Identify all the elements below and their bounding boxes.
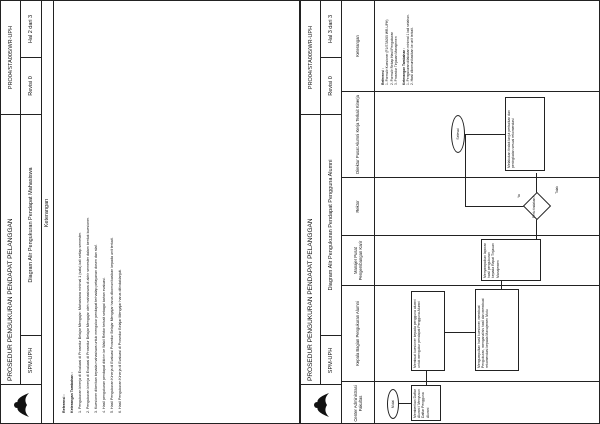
process-box: Memberikan Daftar Alumni / Menyusun Daftar Pengguna Alumni bbox=[411, 385, 441, 421]
lane-header: Center Administrasi Fakultas bbox=[341, 382, 375, 424]
lane-kepala-bagian bbox=[341, 285, 600, 381]
connector-line bbox=[426, 371, 427, 385]
process-box: Melakukan tindak lanjut perbaikan dan peningkatan sesuai rekomendasi bbox=[505, 97, 545, 171]
note-item: 3. Kuesioner diberikan kepada mahasiswa untuk mengukur pendapat terhadap pelayanan dosen dan staf. bbox=[94, 244, 98, 413]
keterangan-notes bbox=[381, 5, 415, 85]
lane-keterangan bbox=[341, 1, 600, 91]
department-label: SPM-UPH bbox=[21, 335, 41, 385]
connector-line bbox=[397, 403, 411, 404]
connector-line bbox=[465, 135, 466, 207]
document-code: PRO04/STA005/WR-UPH bbox=[301, 1, 321, 115]
note-item: 5. Hasil Pengukuran Kinerja di Evaluasi Prosedur Belajar Mengajar harus dikomunikasikan kepada unit terkait. bbox=[110, 237, 114, 413]
end-terminal: Selesai bbox=[451, 115, 465, 153]
keterangan-item: 2. Hasil dikomunikasikan ke unit terkait. bbox=[410, 27, 415, 85]
connector-line bbox=[465, 206, 525, 207]
notes-subtitle: Keterangan Tambahan : bbox=[70, 372, 74, 413]
note-item: 1. Pengukuran kinerja di Evaluasi di Prosedur Belajar Mengajar: Mahasiswa minimal 1 (satu) kali setiap semester. bbox=[78, 232, 82, 413]
keterangan-title-2: Keterangan Tambahan : bbox=[401, 47, 406, 85]
lane-header: Manajer Pusat Pengembangan Karir bbox=[341, 236, 375, 285]
flowchart-table bbox=[341, 1, 600, 424]
start-terminal: Mulai bbox=[387, 389, 399, 419]
lane-header: Direktur Pusat Alumni Kerja Terkait Kinerja bbox=[341, 92, 375, 177]
document-page-2 bbox=[300, 0, 600, 424]
lane-header: Keterangan bbox=[341, 1, 375, 91]
note-item: 6. Hasil Pengukuran Kinerja di Evaluasi di Prosedur Belajar Mengajar harus ditindaklanjuti. bbox=[118, 268, 122, 413]
diagram-subtitle: Diagram Alir Pengukuran Pendapat Pengguna Alumni bbox=[328, 159, 334, 291]
connector-line bbox=[445, 332, 475, 333]
keterangan-item: 3. Prosedur Tinjauan Manajemen bbox=[394, 36, 399, 85]
notes-list bbox=[61, 123, 125, 413]
document-title: PROSEDUR PENGUKURAN PENDAPAT PELANGGAN bbox=[1, 115, 21, 385]
process-box: Membuat kuesioner kepada pengguna alumni untuk mengukur pendapat Pengguna Alumni bbox=[411, 291, 445, 371]
process-box: Menyampaikan laporan hasil pengukuran kepada Rapat Tinjauan Manajemen bbox=[481, 239, 541, 281]
keterangan-item: 1. Pengukuran dilakukan minimal 1 kali setahun. bbox=[406, 14, 411, 85]
keterangan-item: 1. Formulir Kuesioner (F1/STA005 WR-UPH) bbox=[385, 19, 390, 85]
page-number: Hal 2 dari 3 bbox=[21, 1, 41, 58]
keterangan-item: 2. Formulir Rekap Hasil Pengukuran bbox=[389, 31, 394, 85]
connector-line bbox=[501, 281, 502, 289]
revision-label: Revisi 0 bbox=[321, 58, 341, 115]
page-number: Hal 3 dari 3 bbox=[321, 1, 341, 58]
notes-section bbox=[41, 1, 300, 424]
university-logo bbox=[1, 384, 41, 424]
notes-title: Referensi : bbox=[62, 394, 66, 413]
page-header bbox=[301, 1, 342, 424]
page-header bbox=[1, 1, 42, 424]
lane-header: Rektor bbox=[341, 178, 375, 235]
department-label: SPM-UPH bbox=[321, 335, 341, 385]
connector-line bbox=[465, 134, 505, 135]
university-logo bbox=[301, 384, 341, 424]
lane-header: Kepala Bagian Pengukuran Alumni bbox=[341, 286, 375, 381]
document-title: PROSEDUR PENGUKURAN PENDAPAT PELANGGAN bbox=[301, 115, 321, 385]
note-item: 2. Pengukuran kinerja di Evaluasi di Prosedur Belajar Mengajar oleh mahasiswa di akhir semester dalam bentuk kuesioner. bbox=[86, 217, 90, 413]
yes-label: Ya bbox=[517, 194, 521, 198]
decision-label: Perlu tindakan? bbox=[532, 195, 536, 219]
process-box: Mengumpulkan hasil kuesioner, membuat Pengukuran, menganalisis hasil dan membuat rekomendasi kepada Manajemen Mutu bbox=[475, 289, 519, 371]
keterangan-title: Referensi : bbox=[381, 67, 385, 85]
revision-label: Revisi 0 bbox=[21, 58, 41, 115]
note-item: 4. Hasil pengukuran pendapat dikirim ke Wakil Rektor terkait sebagai bahan evaluasi. bbox=[102, 277, 106, 413]
notes-heading: Keterangan bbox=[41, 1, 54, 424]
diagram-subtitle: Diagram Alir Pengukuran Pendapat Mahasiswa bbox=[28, 167, 34, 283]
lane-administrasi bbox=[341, 381, 600, 424]
document-code: PRO04/STA005/WR-UPH bbox=[1, 1, 21, 115]
lane-manajer bbox=[341, 235, 600, 285]
no-label: Tidak bbox=[555, 186, 559, 194]
